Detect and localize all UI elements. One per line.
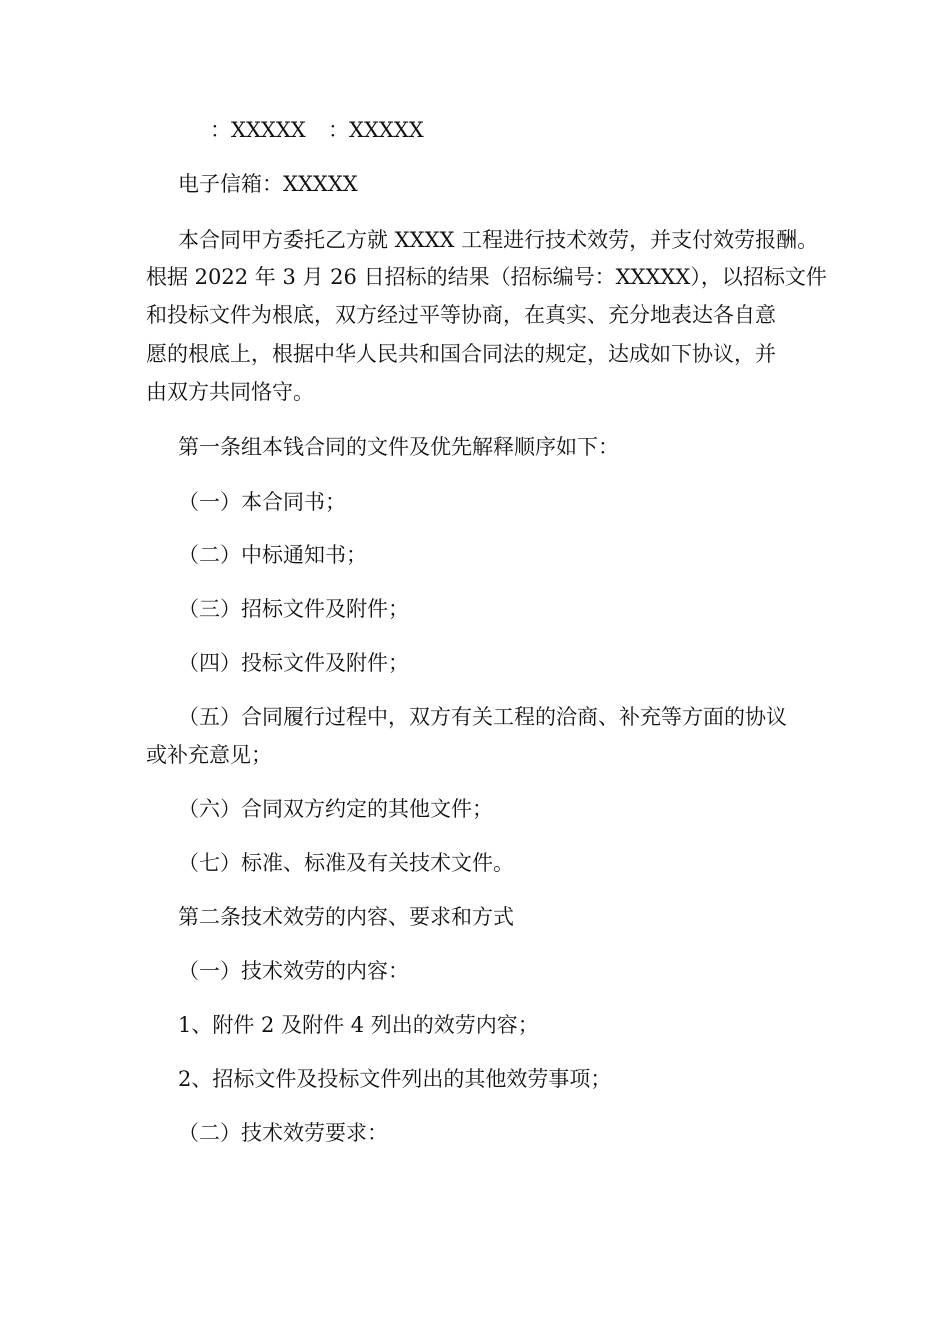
intro-line-4: 愿的根底上，根据中华人民共和国合同法的规定，达成如下协议，并 — [146, 342, 776, 366]
article2-sub1: （一）技术效劳的内容： — [178, 959, 409, 983]
article2-heading: 第二条技术效劳的内容、要求和方式 — [178, 905, 514, 929]
article1-item-5-cont: 或补充意见； — [146, 743, 272, 767]
article1-item-3: （三）招标文件及附件； — [178, 597, 409, 621]
article1-item-1: （一）本合同书； — [178, 490, 346, 514]
article1-item-5: （五）合同履行过程中，双方有关工程的洽商、补充等方面的协议 — [178, 705, 787, 729]
article2-point-2: 2、招标文件及投标文件列出的其他效劳事项； — [178, 1067, 612, 1091]
article2-sub2: （二）技术效劳要求： — [178, 1121, 388, 1145]
intro-line-1: 本合同甲方委托乙方就 XXXX 工程进行技术效劳，并支付效劳报酬。 — [178, 228, 819, 252]
contact-field-a: ：XXXXX — [210, 118, 306, 142]
article1-heading: 第一条组本钱合同的文件及优先解释顺序如下： — [178, 435, 619, 459]
intro-line-3: 和投标文件为根底，双方经过平等协商，在真实、充分地表达各自意 — [146, 303, 776, 327]
article2-point-1: 1、附件 2 及附件 4 列出的效劳内容； — [178, 1013, 539, 1037]
article1-item-7: （七）标准、标准及有关技术文件。 — [178, 851, 514, 875]
article1-item-2: （二）中标通知书； — [178, 543, 367, 567]
article1-item-6: （六）合同双方约定的其他文件； — [178, 797, 493, 821]
email-line: 电子信箱：XXXXX — [178, 172, 358, 196]
intro-line-2: 根据 2022 年 3 月 26 日招标的结果（招标编号：XXXXX），以招标文件 — [146, 265, 827, 289]
article1-item-4: （四）投标文件及附件； — [178, 651, 409, 675]
contact-field-b: ：XXXXX — [328, 118, 424, 142]
intro-line-5: 由双方共同恪守。 — [146, 380, 314, 404]
